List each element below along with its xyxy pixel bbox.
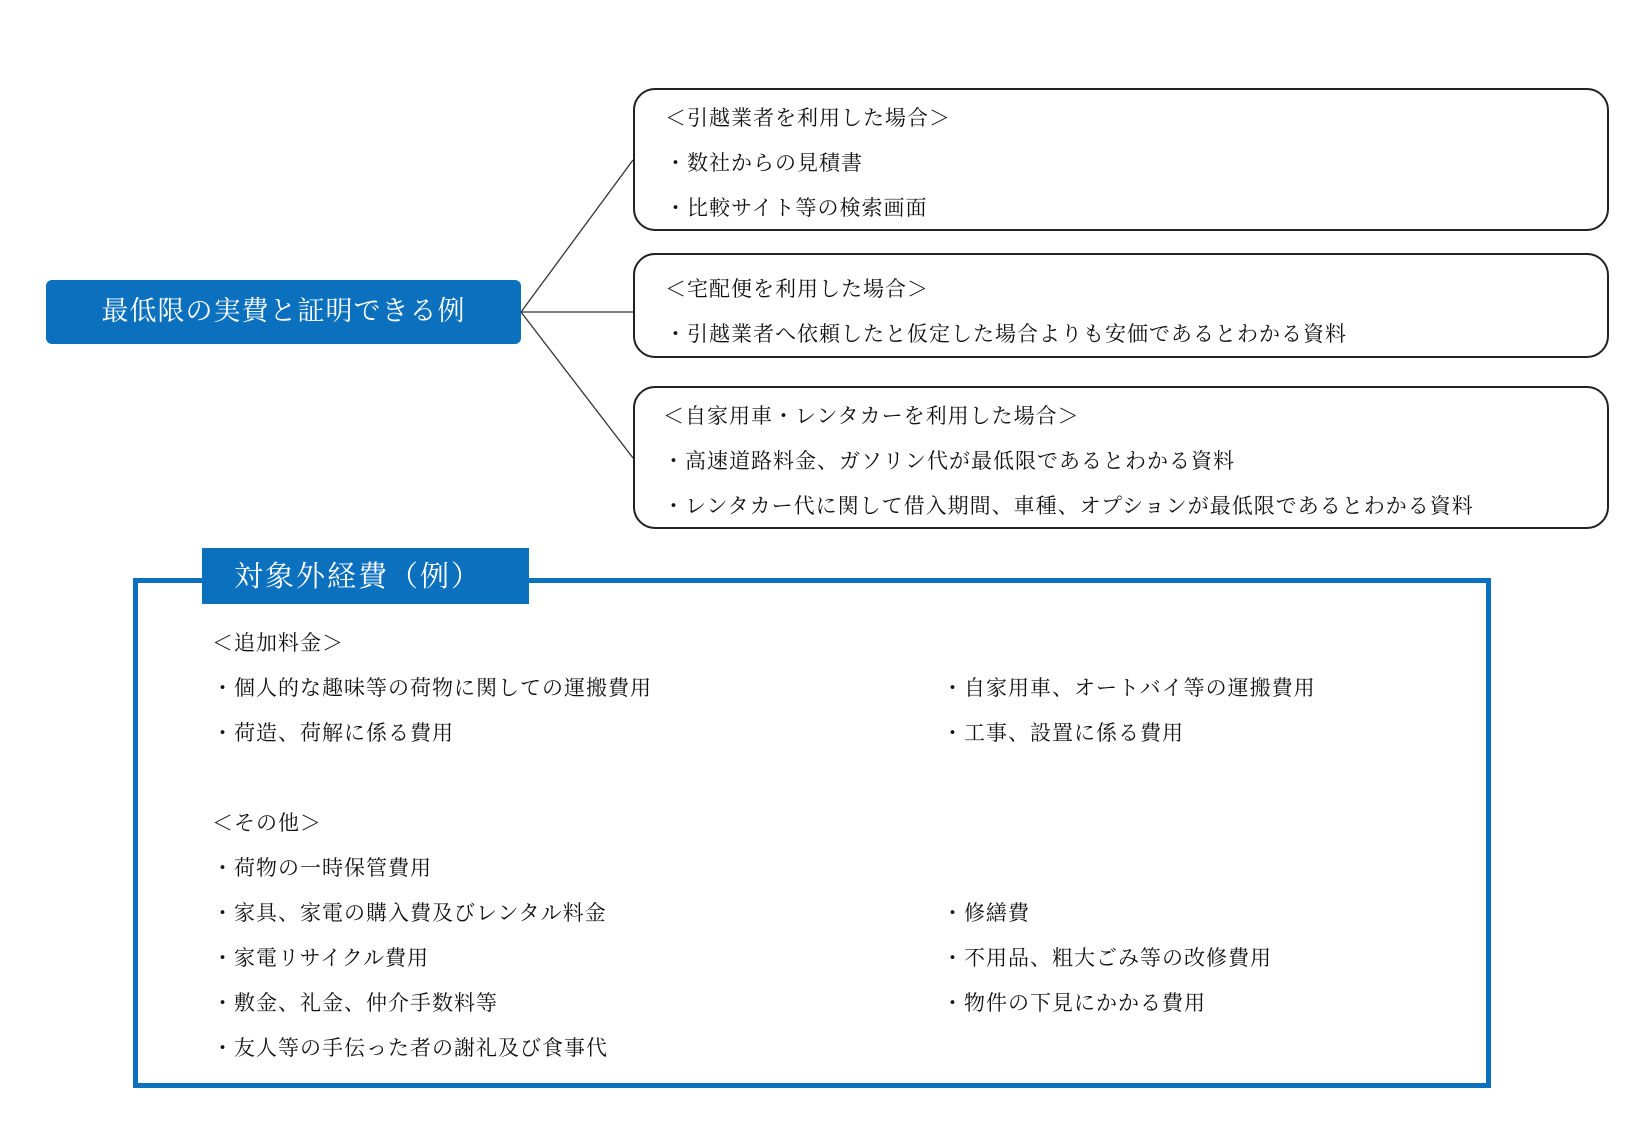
excluded-item: ・不用品、粗大ごみ等の改修費用 [942, 946, 1272, 970]
case-item: ・高速道路料金、ガソリン代が最低限であるとわかる資料 [663, 449, 1235, 473]
case-item: ・引越業者へ依頼したと仮定した場合よりも安価であるとわかる資料 [665, 322, 1347, 346]
additional-fees-heading: ＜追加料金＞ [212, 631, 344, 655]
case-heading: ＜宅配便を利用した場合＞ [665, 277, 929, 301]
case-box-moving-company [633, 88, 1609, 231]
excluded-item: ・友人等の手伝った者の謝礼及び食事代 [212, 1036, 608, 1060]
excluded-item: ・荷物の一時保管費用 [212, 856, 432, 880]
excluded-item: ・修繕費 [942, 901, 1030, 925]
excluded-item: ・敷金、礼金、仲介手数料等 [212, 991, 498, 1015]
case-heading: ＜引越業者を利用した場合＞ [665, 106, 951, 130]
excluded-item: ・個人的な趣味等の荷物に関しての運搬費用 [212, 676, 652, 700]
case-item: ・数社からの見積書 [665, 151, 863, 175]
connector-to-moving-company [521, 160, 633, 312]
case-item: ・比較サイト等の検索画面 [665, 196, 928, 220]
excluded-item: ・工事、設置に係る費用 [942, 721, 1184, 745]
case-box-car-rental [633, 386, 1609, 529]
excluded-item: ・物件の下見にかかる費用 [942, 991, 1206, 1015]
excluded-item: ・家具、家電の購入費及びレンタル料金 [212, 901, 607, 925]
case-box-delivery [633, 253, 1609, 358]
case-item: ・レンタカー代に関して借入期間、車種、オプションが最低限であるとわかる資料 [663, 494, 1474, 518]
case-heading: ＜自家用車・レンタカーを利用した場合＞ [663, 404, 1080, 428]
excluded-expenses-title: 対象外経費（例） [202, 548, 529, 604]
excluded-item: ・自家用車、オートバイ等の運搬費用 [942, 676, 1316, 700]
excluded-item: ・家電リサイクル費用 [212, 946, 430, 970]
other-heading: ＜その他＞ [212, 811, 322, 835]
connector-to-car [521, 312, 633, 458]
excluded-item: ・荷造、荷解に係る費用 [212, 721, 454, 745]
root-node: 最低限の実費と証明できる例 [46, 280, 521, 344]
